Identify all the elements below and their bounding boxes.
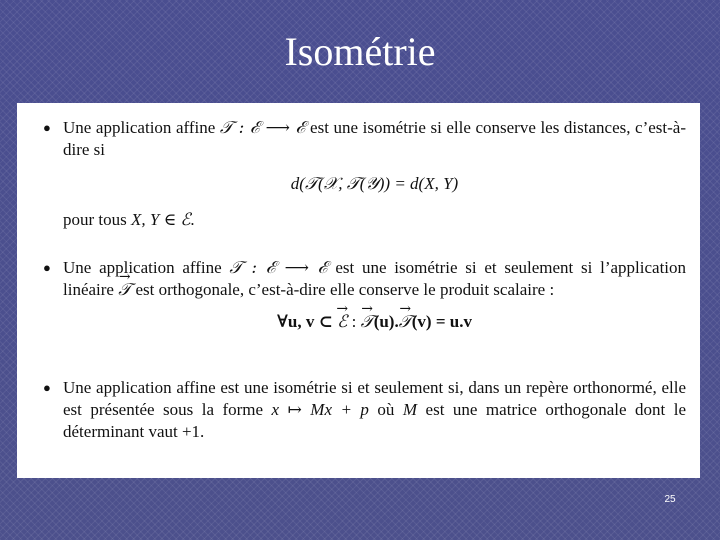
page-number: 25	[664, 494, 676, 505]
item3-text-1: Une application affine est une isométrie si et seulement si, dans un repère orthonormé, elle est présentée sous la forme	[63, 378, 686, 419]
item2-formula-b: (u).	[373, 312, 399, 331]
item1-text-1: Une application affine	[63, 118, 216, 137]
content-box	[17, 103, 700, 478]
item2-colon: :	[351, 312, 357, 331]
item1-line-3	[63, 209, 686, 231]
item1-map: 𝒯 : ℰ ⟶ ℰ	[219, 118, 306, 138]
item3-text-3: est une matrice orthogonale dont le déterminant vaut	[63, 400, 687, 441]
item3-value: +1.	[181, 422, 205, 441]
bullet-dot: ●	[43, 260, 51, 275]
bullet-item-2	[41, 257, 686, 357]
item1-math-3: X, Y ∈ ℰ.	[131, 210, 195, 229]
bullet-dot: ●	[43, 120, 51, 135]
bullet-item-3	[41, 377, 686, 443]
item1-formula: d(𝒯(𝒳, 𝒯(𝒴)) = d(X, Y)	[290, 174, 459, 193]
bullet-dot: ●	[43, 380, 51, 395]
item2-formula	[63, 311, 686, 333]
item2-vec-T: → 𝒯	[118, 279, 131, 301]
item1-text-2: est une isométrie si elle conserve les distances, c’est-à-dire si	[63, 118, 687, 159]
item1-text-3: pour tous	[63, 210, 127, 229]
item2-vec-T2: → 𝒯	[361, 311, 374, 333]
item2-vec-E: → ℰ	[337, 311, 347, 333]
item2-formula-c: (v) = u.v	[411, 312, 472, 331]
item2-text-2: est une isométrie si et seulement si l’application linéaire	[63, 258, 687, 299]
item3-var: M	[402, 400, 418, 419]
item2-formula-a: ∀u, v ⊂	[277, 312, 333, 331]
item2-map: 𝒯 : ℰ ⟶ ℰ	[229, 258, 328, 278]
item3-expr: x ↦ Mx + p	[271, 400, 369, 419]
item2-vec-T3: → 𝒯	[399, 311, 412, 333]
item2-text-1: Une application affine	[63, 258, 222, 277]
item2-text-3: est orthogonale, c’est-à-dire elle conserve le produit scalaire :	[135, 280, 555, 299]
item3-text-2: où	[377, 400, 395, 419]
slide-title: Isométrie	[284, 29, 436, 74]
bullet-item-1	[41, 117, 686, 235]
